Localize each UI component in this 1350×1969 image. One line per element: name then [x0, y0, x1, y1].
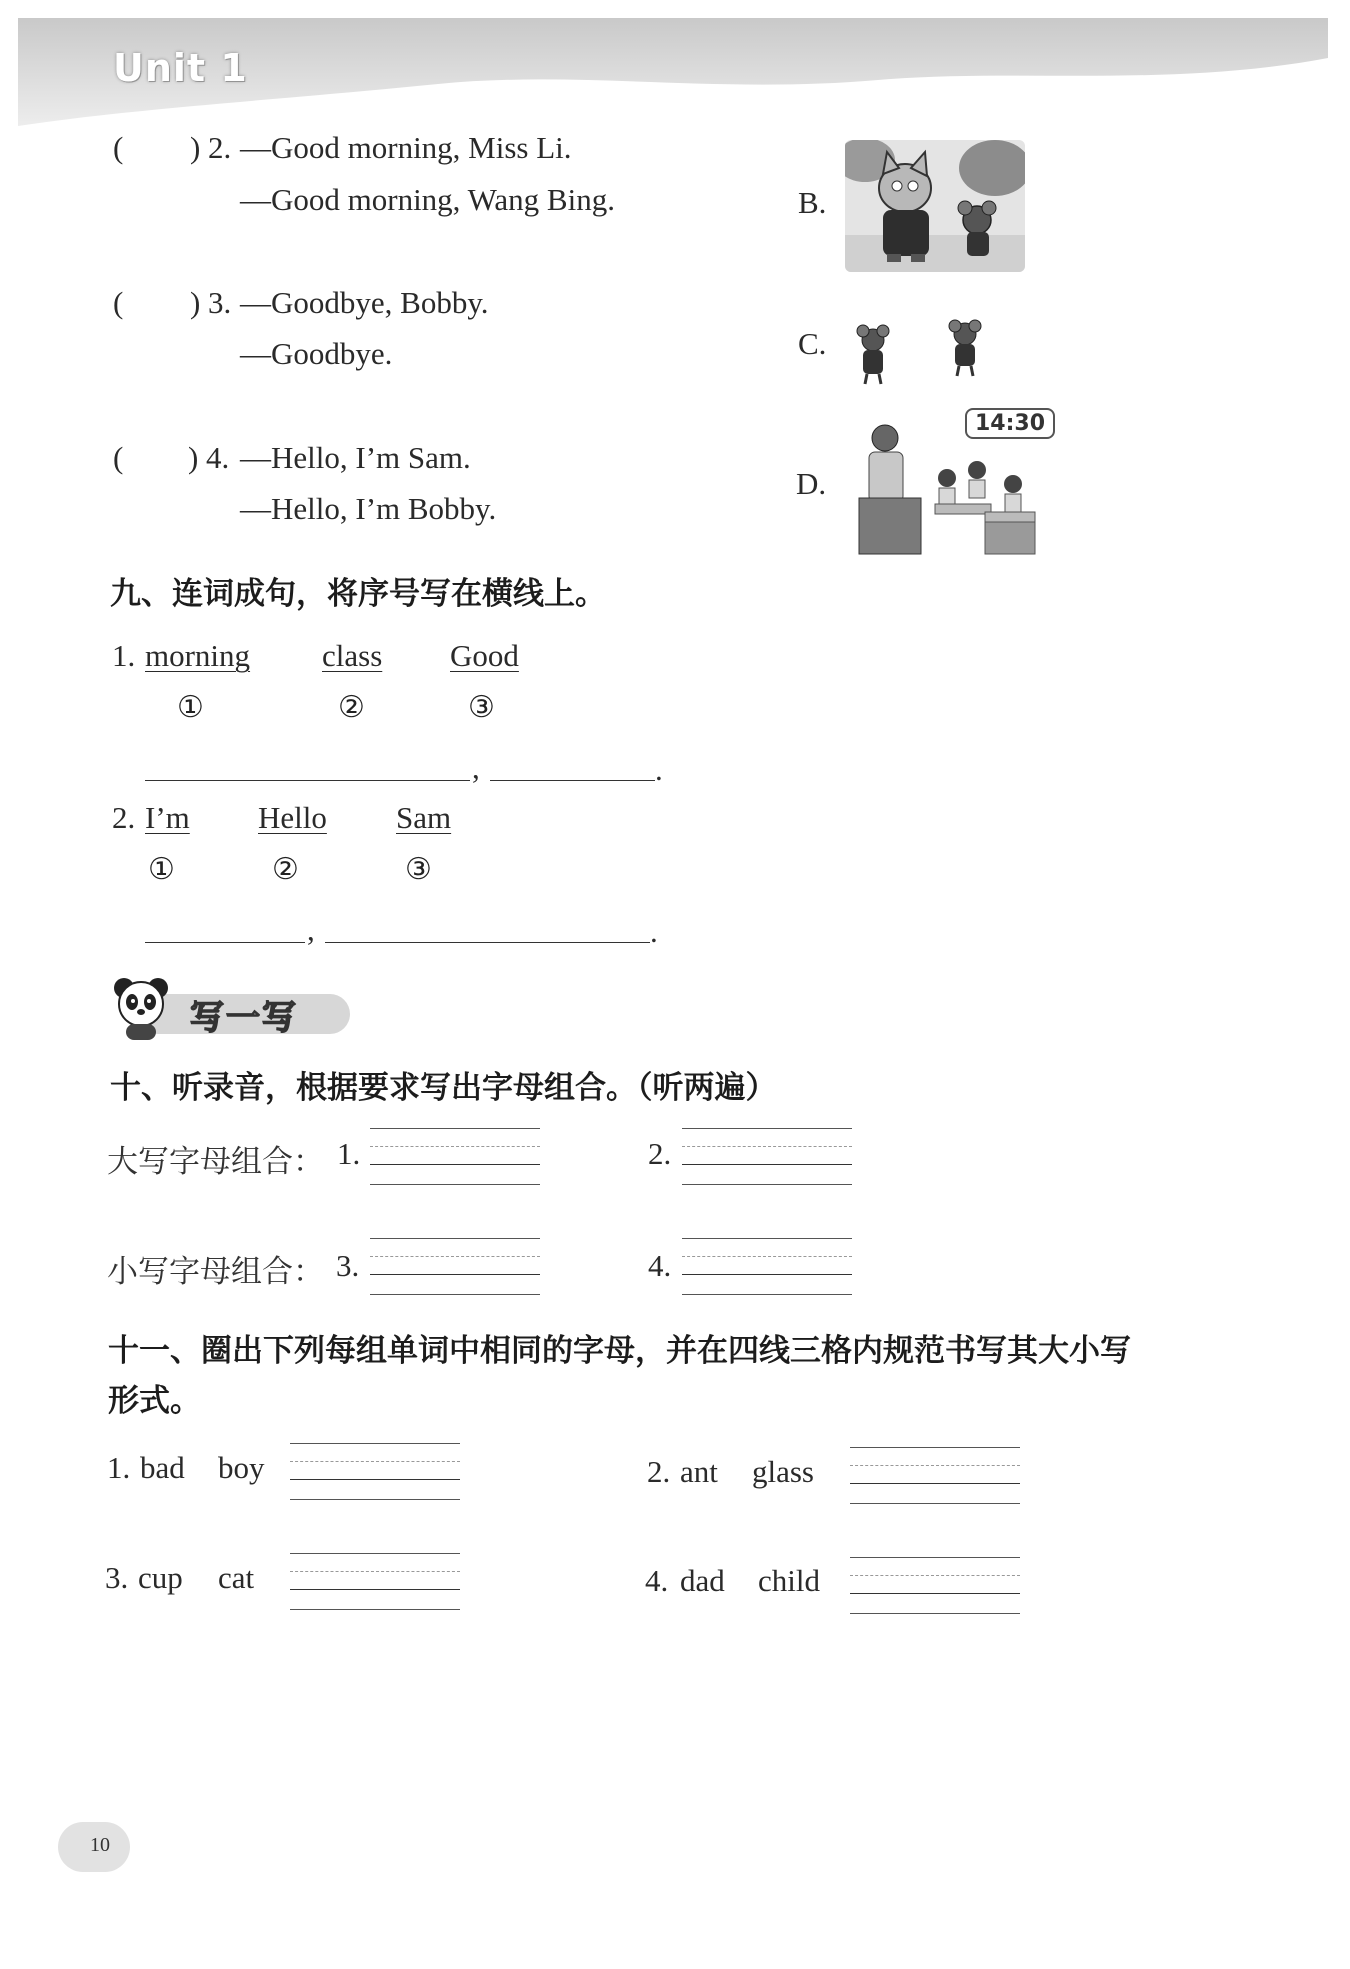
word: ant	[680, 1454, 718, 1489]
four-line-grid[interactable]	[370, 1238, 540, 1294]
circled-number: ②	[338, 690, 365, 725]
answer-blank[interactable]	[325, 942, 650, 943]
paren-close: )	[190, 285, 201, 320]
comma: ,	[307, 912, 315, 947]
period: .	[650, 914, 658, 949]
question-number: 4.	[645, 1563, 669, 1598]
classroom-picture	[855, 408, 1055, 558]
paren-close: )	[188, 440, 199, 475]
cat-and-mouse-picture	[845, 140, 1025, 272]
word-card: Good	[450, 638, 519, 673]
two-mice-picture	[845, 318, 995, 388]
banner-label: 写一写	[190, 998, 298, 1038]
question-number: 2.	[112, 800, 136, 835]
question-number: 4.	[648, 1248, 672, 1283]
header-band	[18, 18, 1328, 128]
word-card: I’m	[145, 800, 190, 835]
clock-badge: 14:30	[965, 408, 1055, 439]
option-letter-d: D.	[796, 466, 827, 501]
dialogue-line: —Good morning, Wang Bing.	[240, 182, 615, 217]
lower-case-label: 小写字母组合：	[107, 1254, 324, 1290]
circled-number: ③	[468, 690, 495, 725]
question-number: 1.	[112, 638, 136, 673]
circled-number: ②	[272, 852, 299, 887]
panda-icon	[108, 972, 178, 1042]
item-number: 3.	[208, 285, 232, 320]
section-9-title: 九、连词成句，将序号写在横线上。	[110, 576, 606, 612]
upper-case-label: 大写字母组合：	[107, 1144, 324, 1180]
question-number: 2.	[648, 1136, 672, 1171]
four-line-grid[interactable]	[850, 1447, 1020, 1503]
unit-label: Unit 1	[113, 46, 248, 90]
question-number: 2.	[647, 1454, 671, 1489]
circled-number: ①	[177, 690, 204, 725]
word-card: class	[322, 638, 383, 673]
answer-blank[interactable]	[145, 780, 470, 781]
paren-open: (	[113, 285, 124, 320]
item-number: 4.	[206, 440, 230, 475]
word-card: Hello	[258, 800, 327, 835]
word: cup	[138, 1560, 183, 1595]
item-number: 2.	[208, 130, 232, 165]
comma: ,	[472, 750, 480, 785]
option-letter-b: B.	[798, 185, 827, 220]
question-number: 1.	[107, 1450, 131, 1485]
period: .	[655, 752, 663, 787]
word: cat	[218, 1560, 255, 1595]
dialogue-line: —Hello, I’m Bobby.	[240, 491, 497, 526]
paren-open: (	[113, 440, 124, 475]
section-10-title: 十、听录音，根据要求写出字母组合。（听两遍）	[110, 1070, 777, 1106]
circled-number: ③	[405, 852, 432, 887]
word-card: Sam	[396, 800, 452, 835]
word: glass	[752, 1454, 814, 1489]
question-number: 3.	[105, 1560, 129, 1595]
section-11-title: 十一、圈出下列每组单词中相同的字母，并在四线三格内规范书写其大小写	[108, 1333, 1131, 1369]
word: child	[758, 1563, 820, 1598]
four-line-grid[interactable]	[290, 1553, 460, 1609]
answer-blank[interactable]	[145, 942, 305, 943]
four-line-grid[interactable]	[290, 1443, 460, 1499]
four-line-grid[interactable]	[682, 1128, 852, 1184]
dialogue-line: —Goodbye, Bobby.	[240, 285, 489, 320]
section-11-title-cont: 形式。	[108, 1383, 201, 1419]
circled-number: ①	[148, 852, 175, 887]
dialogue-line: —Goodbye.	[240, 336, 393, 371]
word: bad	[140, 1450, 185, 1485]
question-number: 3.	[336, 1248, 360, 1283]
four-line-grid[interactable]	[682, 1238, 852, 1294]
word-card: morning	[145, 638, 251, 673]
dialogue-line: —Hello, I’m Sam.	[240, 440, 471, 475]
option-letter-c: C.	[798, 326, 827, 361]
answer-blank[interactable]	[490, 780, 655, 781]
paren-open: (	[113, 130, 124, 165]
word: dad	[680, 1563, 725, 1598]
question-number: 1.	[337, 1136, 361, 1171]
dialogue-line: —Good morning, Miss Li.	[240, 130, 572, 165]
page-number: 10	[90, 1834, 110, 1856]
four-line-grid[interactable]	[370, 1128, 540, 1184]
word: boy	[218, 1450, 265, 1485]
four-line-grid[interactable]	[850, 1557, 1020, 1613]
paren-close: )	[190, 130, 201, 165]
write-banner	[108, 972, 353, 1042]
